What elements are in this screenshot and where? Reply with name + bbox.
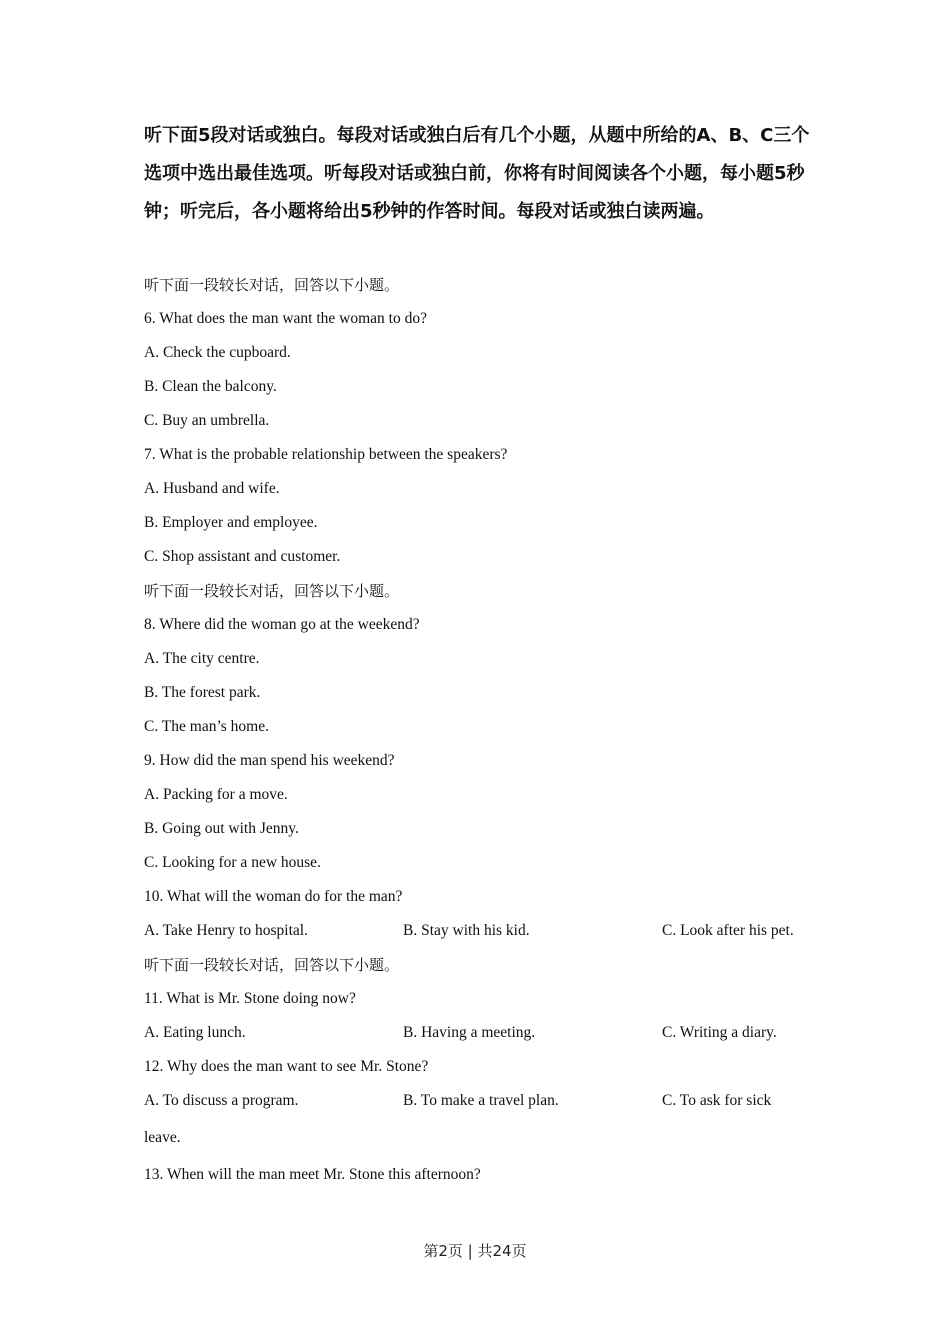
question-10-stem: 10. What will the woman do for the man? bbox=[144, 888, 403, 905]
section-instructions: 听下面5段对话或独白。每段对话或独白后有几个小题，从题中所给的A、B、C三个选项中选出最佳选项。听每段对话或独白前，你将有时间阅读各个小题，每小题5秒钟；听完后，各小题将给出5秒钟的作答时间。每段对话或独白读两遍。 bbox=[144, 125, 810, 222]
question-11-option-a: A. Eating lunch. bbox=[144, 1024, 246, 1041]
question-10-option-a: A. Take Henry to hospital. bbox=[144, 922, 308, 939]
question-9-option-c: C. Looking for a new house. bbox=[144, 854, 321, 871]
section-intro: 听下面一段较长对话，回答以下小题。 bbox=[144, 276, 400, 294]
question-11-options bbox=[144, 1016, 814, 1050]
question-8-option-a: A. The city centre. bbox=[144, 650, 260, 667]
question-8-option-b: B. The forest park. bbox=[144, 684, 261, 701]
question-list bbox=[144, 268, 814, 1192]
question-12-stem: 12. Why does the man want to see Mr. Stone? bbox=[144, 1058, 429, 1075]
question-10-option-b: B. Stay with his kid. bbox=[403, 922, 530, 939]
question-7-option-c: C. Shop assistant and customer. bbox=[144, 548, 341, 565]
page-footer: 第2页 | 共24页 bbox=[423, 1242, 527, 1260]
question-11-option-b: B. Having a meeting. bbox=[403, 1024, 536, 1041]
question-7-stem: 7. What is the probable relationship between the speakers? bbox=[144, 446, 508, 463]
section-intro: 听下面一段较长对话，回答以下小题。 bbox=[144, 582, 400, 600]
question-8-option-c: C. The man’s home. bbox=[144, 718, 269, 735]
section-intro: 听下面一段较长对话，回答以下小题。 bbox=[144, 956, 400, 974]
question-12-option-b: B. To make a travel plan. bbox=[403, 1092, 559, 1109]
question-10-option-c: C. Look after his pet. bbox=[662, 922, 794, 939]
question-6-option-b: B. Clean the balcony. bbox=[144, 378, 277, 395]
question-12-option-c: C. To ask for sick bbox=[662, 1092, 772, 1109]
question-9-option-b: B. Going out with Jenny. bbox=[144, 820, 299, 837]
question-11-stem: 11. What is Mr. Stone doing now? bbox=[144, 990, 356, 1007]
question-6-stem: 6. What does the man want the woman to do? bbox=[144, 310, 427, 327]
question-11-option-c: C. Writing a diary. bbox=[662, 1024, 777, 1041]
question-9-stem: 9. How did the man spend his weekend? bbox=[144, 752, 395, 769]
question-7-option-b: B. Employer and employee. bbox=[144, 514, 318, 531]
question-9-option-a: A. Packing for a move. bbox=[144, 786, 288, 803]
question-12-options bbox=[144, 1084, 814, 1118]
question-7-option-a: A. Husband and wife. bbox=[144, 480, 280, 497]
question-13-stem: 13. When will the man meet Mr. Stone this afternoon? bbox=[144, 1166, 481, 1183]
question-12-option-c-continued: leave. bbox=[144, 1129, 181, 1146]
question-12-option-a: A. To discuss a program. bbox=[144, 1092, 299, 1109]
question-8-stem: 8. Where did the woman go at the weekend? bbox=[144, 616, 420, 633]
question-6-option-a: A. Check the cupboard. bbox=[144, 344, 291, 361]
question-10-options bbox=[144, 914, 814, 948]
question-6-option-c: C. Buy an umbrella. bbox=[144, 412, 270, 429]
